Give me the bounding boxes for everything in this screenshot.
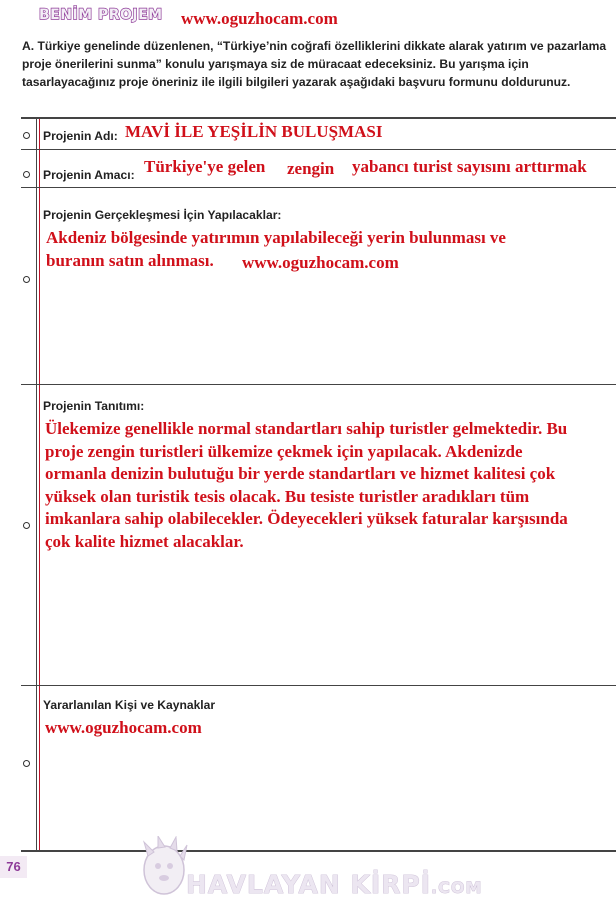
project-description-label: Projenin Tanıtımı: — [43, 399, 145, 413]
binder-hole-icon — [23, 171, 30, 178]
project-aim-label: Projenin Amacı: — [43, 168, 135, 182]
brand-suffix: .COM — [431, 878, 483, 897]
project-tasks-label: Projenin Gerçekleşmesi İçin Yapılacaklar: — [43, 208, 282, 222]
header-website: www.oguzhocam.com — [181, 9, 338, 28]
binder-hole-icon — [23, 132, 30, 139]
hedgehog-logo-icon — [140, 836, 188, 898]
project-tasks-row — [21, 188, 616, 385]
brand-name: HAVLAYAN KİRPİ — [186, 870, 432, 899]
instructions-paragraph: A. Türkiye genelinde düzenlenen, “Türkiye’nin coğrafi özelliklerini dikkate alarak yatırım ve pazarlama proje önerilerini sunma” konulu yarışmaya siz de müracaat edeceksiniz. Bu yarışma için tasarlayacağınız proje öneriniz ile ilgili bilgileri yazarak aşağıdaki başvuru formunu doldurunuz. — [22, 39, 607, 89]
project-aim-value[interactable]: yabancı turist sayısını arttırmak — [352, 157, 587, 176]
project-aim-row — [21, 150, 616, 188]
project-aim-value[interactable]: Türkiye'ye gelen — [144, 157, 266, 176]
binder-hole-icon — [23, 760, 30, 767]
sources-value[interactable]: www.oguzhocam.com — [45, 718, 202, 737]
project-name-value[interactable]: MAVİ İLE YEŞİLİN BULUŞMASI — [125, 122, 383, 141]
sources-label: Yararlanılan Kişi ve Kaynaklar — [43, 698, 216, 712]
project-tasks-text[interactable]: buranın satın alınması. — [46, 251, 214, 270]
page-number: 76 — [0, 856, 27, 878]
project-description-row — [21, 385, 616, 686]
tasks-website: www.oguzhocam.com — [242, 253, 399, 272]
binder-hole-icon — [23, 522, 30, 529]
application-form — [21, 117, 616, 852]
project-description-text[interactable]: Ülekemize genellikle normal standartları sahip turistler gelmektedir. Bu proje zengin turistleri ülkemize çekmek için yapılacak. Akdenizde ormanla denizin bulutuğu bir yerde standartları ve hizmet kalitesi çok yüksek olan turistik tesis olacak. Bu tesiste turistler aradıkları tüm imkanlara sahip olabilecekler. Ödeyecekleri yüksek faturalar karşısında çok kalite hizmet alacaklar. — [45, 419, 568, 551]
project-aim-value[interactable]: zengin — [287, 159, 335, 178]
project-name-label: Projenin Adı: — [43, 129, 118, 143]
brand-watermark — [186, 870, 482, 899]
project-tasks-text[interactable]: Akdeniz bölgesinde yatırımın yapılabileceği yerin bulunması ve — [46, 228, 506, 247]
project-name-row — [21, 119, 616, 150]
binder-hole-icon — [23, 276, 30, 283]
section-title: BENİM PROJEM — [39, 7, 163, 23]
sources-row — [21, 686, 616, 848]
